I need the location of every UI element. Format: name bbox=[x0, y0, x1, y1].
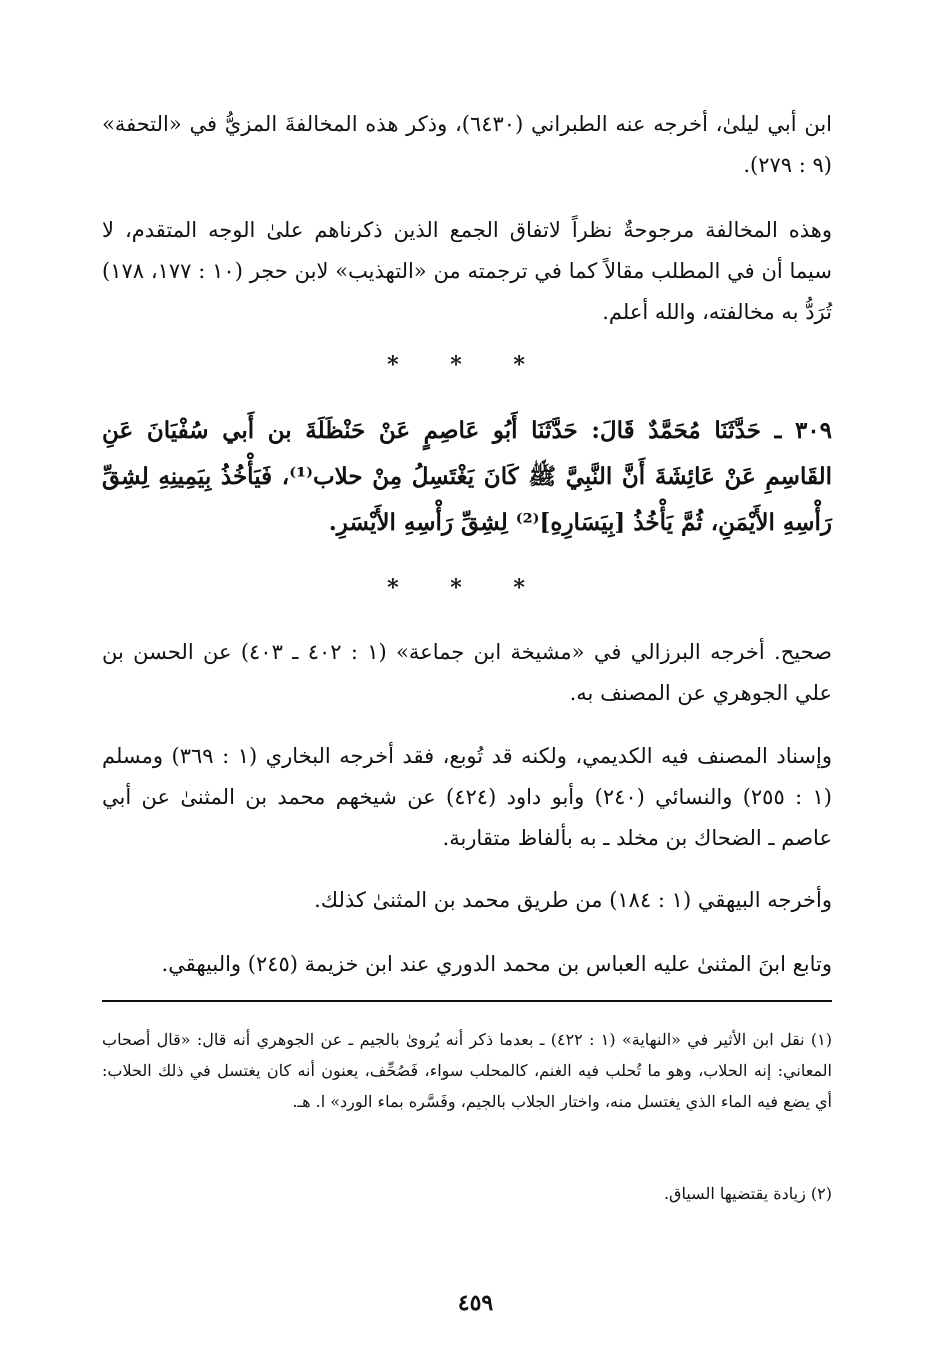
paragraph-mutaba-a: وتابع ابنَ المثنىٰ عليه العباس بن محمد الدوري عند ابن خزيمة (٢٤٥) والبيهقي. bbox=[161, 952, 832, 976]
footnote-divider bbox=[102, 1000, 832, 1002]
section-separator-stars: * * * bbox=[387, 575, 547, 601]
hadith-309-text: ٣٠٩ ـ حَدَّثَنَا مُحَمَّدٌ قَالَ: حَدَّثَنَا أَبُو عَاصِمٍ عَنْ حَنْظَلَةَ بن أَبي سُفْيَانَ عَنِ القَاسِمِ عَنْ عَائِشَةَ أَنَّ النَّبِيَّ ﷺ كَانَ يَغْتَسِلُ مِنْ حلاب⁽¹⁾، فَيَأْخُذُ بِيَمِينِهِ لِشِقِّ رَأْسِهِ الأَيْمَنِ، ثُمَّ يَأْخُذُ [بِيَسَارِهِ]⁽²⁾ لِشِقِّ رَأْسِهِ الأَيْسَرِ. bbox=[102, 417, 832, 536]
paragraph-mukhalafa: وهذه المخالفة مرجوحةٌ نظراً لاتفاق الجمع الذين ذكرناهم علىٰ الوجه المتقدم، لا سيما أن في المطلب مقالاً كما في ترجمته من «التهذيب» لابن حجر (١٠ : ١٧٧، ١٧٨) تُرَدُّ به مخالفته، والله أعلم. bbox=[102, 218, 832, 324]
footnote-2: (٢) زيادة يقتضيها السياق. bbox=[663, 1184, 832, 1203]
paragraph-isnad: وإسناد المصنف فيه الكديمي، ولكنه قد تُوبع، فقد أخرجه البخاري (١ : ٣٦٩) ومسلم (١ : ٢٥٥) والنسائي (٢٤٠) وأبو داود (٤٢٤) عن شيخهم محمد بن المثنىٰ عن أبي عاصم ـ الضحاك بن مخلد ـ به بألفاظ متقاربة. bbox=[102, 744, 832, 850]
page-number: ٤٥٩ bbox=[457, 1290, 494, 1316]
paragraph-bayhaqi: وأخرجه البيهقي (١ : ١٨٤) من طريق محمد بن المثنىٰ كذلك. bbox=[314, 888, 832, 912]
paragraph-tabarani: ابن أبي ليلىٰ، أخرجه عنه الطبراني (٦٤٣٠)، وذكر هذه المخالفةَ المزيُّ في «التحفة» (٩ : ٢٧٩). bbox=[102, 112, 832, 177]
section-separator-stars: * * * bbox=[387, 352, 547, 378]
footnote-1: (١) نقل ابن الأثير في «النهاية» (١ : ٤٢٢) ـ بعدما ذكر أنه يُروىٰ بالجيم ـ عن الجوهري أنه قال: «قال أصحاب المعاني: إنه الحلاب، وهو ما تُحلب فيه الغنم، كالمحلب سواء، فَصُحِّف، يعنون أنه كان يغتسل في ذلك الحلاب: أي يضع فيه الماء الذي يغتسل منه، واختار الجلاب بالجيم، وفَسَّره بماء الورد» ا. هـ. bbox=[102, 1030, 833, 1111]
paragraph-takhrij-sahih: صحيح. أخرجه البرزالي في «مشيخة ابن جماعة» (١ : ٤٠٢ ـ ٤٠٣) عن الحسن بن علي الجوهري عن المصنف به. bbox=[102, 640, 832, 705]
